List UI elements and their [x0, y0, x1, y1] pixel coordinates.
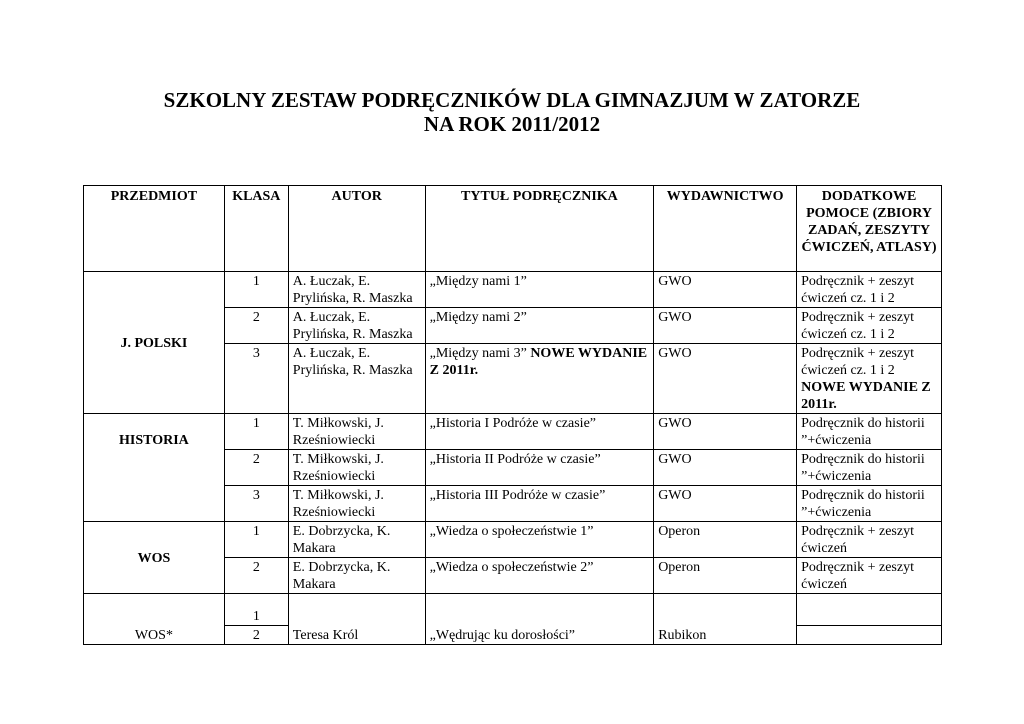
tytul-cell [425, 344, 654, 414]
header-klasa: KLASA [224, 186, 288, 272]
title-line-1: SZKOLNY ZESTAW PODRĘCZNIKÓW DLA GIMNAZJUM W ZATORZE [163, 88, 861, 112]
pomoce-cell: Podręcznik + zeszyt ćwiczeń [797, 522, 942, 558]
klasa-cell: 2 [224, 450, 288, 486]
klasa-cell: 2 [224, 558, 288, 594]
new-edition-note: NOWE WYDANIE Z 2011r. [801, 380, 931, 412]
pomoce-cell: Podręcznik do historii ”+ćwiczenia [797, 486, 942, 522]
pomoce-cell: Podręcznik + zeszyt ćwiczeń cz. 1 i 2 [797, 308, 942, 344]
tytul-cell: „Między nami 1” [425, 272, 654, 308]
table-row [84, 414, 942, 450]
wydawnictwo-cell: GWO [654, 344, 797, 414]
header-przedmiot: PRZEDMIOT [84, 186, 225, 272]
document-title [0, 88, 1024, 136]
header-tytul: TYTUŁ PODRĘCZNIKA [425, 186, 654, 272]
wydawnictwo-cell: Operon [654, 558, 797, 594]
subject-cell: J. POLSKI [84, 272, 225, 414]
autor-cell: E. Dobrzycka, K. Makara [288, 558, 425, 594]
klasa-cell: 2 [224, 626, 288, 645]
autor-cell: A. Łuczak, E. Prylińska, R. Maszka [288, 308, 425, 344]
new-edition-note: NOWE WYDANIE Z 2011r. [429, 346, 648, 378]
subject-cell: WOS* [84, 594, 225, 645]
pomoce-cell: Podręcznik do historii ”+ćwiczenia [797, 414, 942, 450]
autor-cell: T. Miłkowski, J. Rześniowiecki [288, 486, 425, 522]
tytul-cell: „Historia III Podróże w czasie” [425, 486, 654, 522]
pomoce-cell: Podręcznik do historii ”+ćwiczenia [797, 450, 942, 486]
autor-cell: A. Łuczak, E. Prylińska, R. Maszka [288, 272, 425, 308]
klasa-cell: 3 [224, 344, 288, 414]
klasa-cell: 2 [224, 308, 288, 344]
tytul-cell: „Historia I Podróże w czasie” [425, 414, 654, 450]
wydawnictwo-cell: GWO [654, 450, 797, 486]
subject-cell: WOS [84, 522, 225, 594]
klasa-cell: 3 [224, 486, 288, 522]
autor-cell: A. Łuczak, E. Prylińska, R. Maszka [288, 344, 425, 414]
pomoce-cell: Podręcznik + zeszyt ćwiczeń [797, 558, 942, 594]
table-row [84, 272, 942, 308]
wydawnictwo-cell: Rubikon [654, 594, 797, 645]
pomoce-cell [797, 344, 942, 414]
tytul-cell: „Między nami 2” [425, 308, 654, 344]
wydawnictwo-cell: GWO [654, 308, 797, 344]
pomoce-cell [797, 626, 942, 645]
table-row [84, 594, 942, 626]
tytul-text: „Między nami 3” [429, 346, 527, 361]
pomoce-text: Podręcznik + zeszyt ćwiczeń cz. 1 i 2 [801, 346, 914, 378]
tytul-cell: „Wiedza o społeczeństwie 2” [425, 558, 654, 594]
wydawnictwo-cell: Operon [654, 522, 797, 558]
klasa-cell: 1 [224, 522, 288, 558]
klasa-cell: 1 [224, 272, 288, 308]
tytul-cell: „Historia II Podróże w czasie” [425, 450, 654, 486]
table-row [84, 522, 942, 558]
header-wydawnictwo: WYDAWNICTWO [654, 186, 797, 272]
title-line-2: NA ROK 2011/2012 [423, 112, 601, 136]
klasa-cell: 1 [224, 414, 288, 450]
wydawnictwo-cell: GWO [654, 272, 797, 308]
tytul-cell: „Wiedza o społeczeństwie 1” [425, 522, 654, 558]
table-header-row [84, 186, 942, 272]
autor-cell: T. Miłkowski, J. Rześniowiecki [288, 414, 425, 450]
tytul-cell: „Wędrując ku dorosłości” [425, 594, 654, 645]
header-pomoce: DODATKOWE POMOCE (ZBIORY ZADAŃ, ZESZYTY ĆWICZEŃ, ATLASY) [797, 186, 942, 272]
autor-cell: E. Dobrzycka, K. Makara [288, 522, 425, 558]
pomoce-cell: Podręcznik + zeszyt ćwiczeń cz. 1 i 2 [797, 272, 942, 308]
subject-cell: HISTORIA [84, 414, 225, 522]
wydawnictwo-cell: GWO [654, 486, 797, 522]
klasa-cell: 1 [224, 594, 288, 626]
header-autor: AUTOR [288, 186, 425, 272]
wydawnictwo-cell: GWO [654, 414, 797, 450]
autor-cell: T. Miłkowski, J. Rześniowiecki [288, 450, 425, 486]
pomoce-cell [797, 594, 942, 626]
textbook-table [83, 185, 942, 645]
autor-cell: Teresa Król [288, 594, 425, 645]
